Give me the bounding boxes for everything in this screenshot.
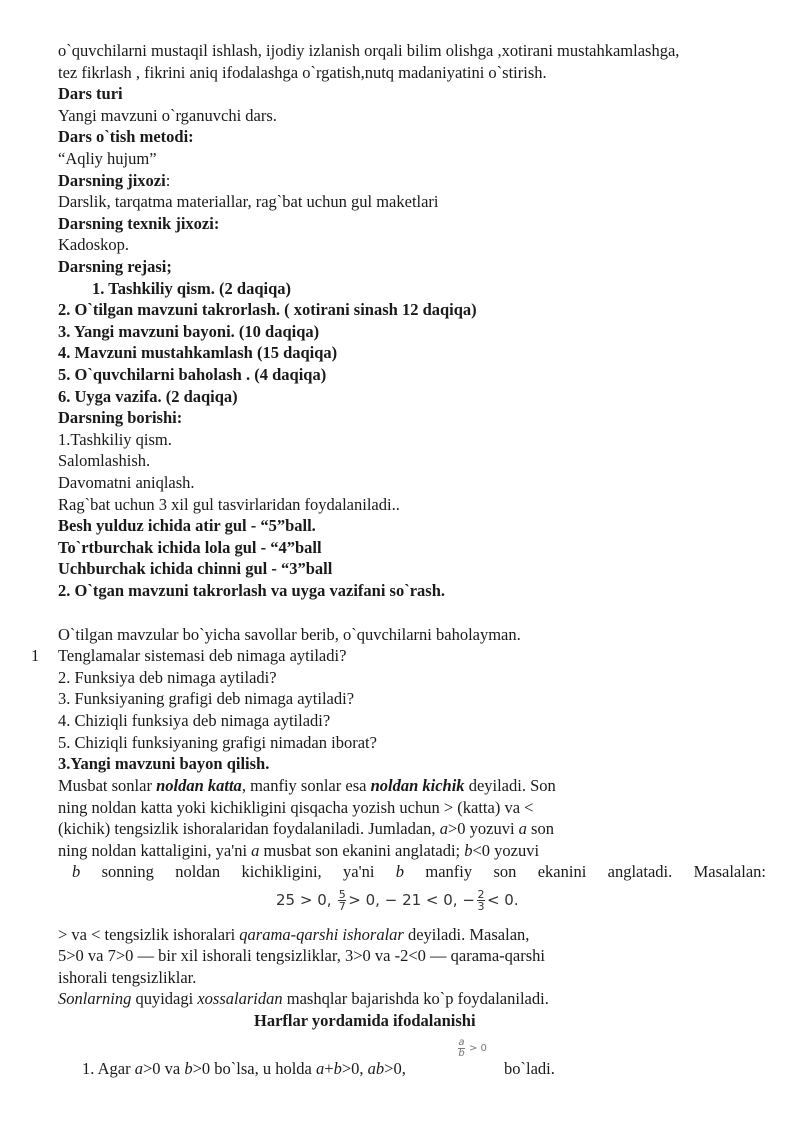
para-line-4 <box>58 840 539 862</box>
minus-sign: − <box>462 891 475 909</box>
para-line-5-justified <box>72 861 766 883</box>
fraction-numerator: 5 <box>338 888 346 901</box>
plan-heading: Darsning rejasi; <box>58 257 172 276</box>
procedure-line-2: Salomlashish. <box>58 451 151 470</box>
text-run: Musbat sonlar <box>58 776 157 795</box>
inequality-examples <box>276 885 519 915</box>
variable: b <box>184 1059 193 1078</box>
word: anglatadi. <box>607 862 673 881</box>
procedure-line-3: Davomatni aniqlash. <box>58 473 195 492</box>
text-run-emphasis: noldan katta <box>156 776 242 795</box>
reward-5: Besh yulduz ichida atir gul - “5”ball. <box>58 516 316 535</box>
variable: a <box>439 819 448 838</box>
text-run: musbat son ekanini anglatadi; <box>259 841 465 860</box>
text-run-emphasis: noldan kichik <box>370 776 465 795</box>
fraction-denominator: 3 <box>477 900 485 913</box>
text-run: <0 yozuvi <box>472 841 540 860</box>
letters-heading: Harflar yordamida ifodalanishi <box>254 1011 476 1030</box>
fraction-group <box>458 1038 487 1059</box>
word: Masalalan: <box>693 862 766 881</box>
lesson-type-text: Yangi mavzuni o`rganuvchi dars. <box>58 106 277 125</box>
fraction-numerator: 2 <box>477 888 485 901</box>
text-run: >0 va <box>142 1059 185 1078</box>
fraction-a-over-b <box>458 1034 487 1059</box>
variable: a <box>316 1059 325 1078</box>
text-run: >0, <box>384 1059 406 1078</box>
math-expression: 25 > 0, <box>276 891 332 909</box>
question-1: Tenglamalar sistemasi deb nimaga aytiladi? <box>58 646 347 665</box>
word: ya'ni <box>343 862 375 881</box>
variable: a <box>251 841 260 860</box>
text-run-italic: Sonlarning <box>58 989 132 1008</box>
text-run-italic: xossalaridan <box>197 989 283 1008</box>
property-1-ending: bo`ladi. <box>504 1059 555 1078</box>
text-run-italic: qarama-qarshi ishoralar <box>239 925 404 944</box>
variable: b <box>464 841 473 860</box>
question-2: 2. Funksiya deb nimaga aytiladi? <box>58 668 277 687</box>
math-expression: > 0, <box>348 891 380 909</box>
word: sonning <box>101 862 154 881</box>
variable: a <box>518 819 527 838</box>
word: ekanini <box>537 862 587 881</box>
equipment-colon: : <box>165 171 171 190</box>
text-run: + <box>324 1059 334 1078</box>
plan-item-4: 4. Mavzuni mustahkamlash (15 daqiqa) <box>58 343 338 362</box>
text-run: >0, <box>341 1059 368 1078</box>
question-5: 5. Chiziqli funksiyaning grafigi nimadan iborat? <box>58 733 377 752</box>
text-run: >0 yozuvi <box>447 819 519 838</box>
word: noldan <box>175 862 221 881</box>
text-run: deyiladi. Son <box>464 776 556 795</box>
text-run: quyidagi <box>131 989 198 1008</box>
para-line-3 <box>58 818 554 840</box>
section-2-heading: 2. O`tgan mavzuni takrorlash va uyga vazifani so`rash. <box>58 581 446 600</box>
equipment-text: Darslik, tarqatma materiallar, rag`bat uchun gul maketlari <box>58 192 439 211</box>
text-run: , manfiy sonlar esa <box>241 776 371 795</box>
objective-line-1: o`quvchilarni mustaqil ishlash, ijodiy izlanish orqali bilim olishga ,xotirani mustahkamlashga, <box>58 41 680 60</box>
text-run: > va < tengsizlik ishoralari <box>58 925 240 944</box>
method-text: “Aqliy hujum” <box>58 149 157 168</box>
fraction <box>458 1038 465 1059</box>
procedure-line-4: Rag`bat uchun 3 xil gul tasvirlaridan foydalaniladi.. <box>58 495 400 514</box>
variable: b <box>72 862 81 881</box>
fraction <box>338 889 346 912</box>
lesson-type-heading: Dars turi <box>58 84 123 103</box>
reward-4: To`rtburchak ichida lola gul - “4”ball <box>58 538 322 557</box>
tech-equipment-heading: Darsning texnik jixozi: <box>58 214 220 233</box>
section-3-heading: 3.Yangi mavzuni bayon qilish. <box>58 754 270 773</box>
questions-intro: O`tilgan mavzular bo`yicha savollar berib, o`quvchilarni baholayman. <box>58 625 521 644</box>
text-run: >0 bo`lsa, u holda <box>192 1059 317 1078</box>
math-expression: > 0 <box>469 1042 487 1054</box>
variable: b <box>333 1059 342 1078</box>
word: son <box>493 862 517 881</box>
objective-line-2: tez fikrlash , fikrini aniq ifodalashga o`rgatish,nutq madaniyatini o`stirish. <box>58 63 547 82</box>
reward-3: Uchburchak ichida chinni gul - “3”ball <box>58 559 333 578</box>
text-run: (kichik) tengsizlik ishoralaridan foydalaniladi. Jumladan, <box>58 819 440 838</box>
plan-item-6: 6. Uyga vazifa. (2 daqiqa) <box>58 387 238 406</box>
tech-equipment-text: Kadoskop. <box>58 235 130 254</box>
para-line-2: ning noldan katta yoki kichikligini qisqacha yozish uchun > (katta) va < <box>58 798 534 817</box>
opposite-line-1 <box>58 924 529 946</box>
text-run: son <box>526 819 554 838</box>
variable: a <box>134 1059 143 1078</box>
text-run: mashqlar bajarishda ko`p foydalaniladi. <box>282 989 549 1008</box>
opposite-line-3: ishorali tengsizliklar. <box>58 968 197 987</box>
text-run: ning noldan kattaligini, ya'ni <box>58 841 252 860</box>
variable: ab <box>367 1059 385 1078</box>
fraction-denominator: 7 <box>338 900 346 913</box>
text-run: deyiladi. Masalan, <box>403 925 530 944</box>
variable: b <box>395 862 405 881</box>
method-heading: Dars o`tish metodi: <box>58 127 194 146</box>
plan-item-2: 2. O`tilgan mavzuni takrorlash. ( xotirani sinash 12 daqiqa) <box>58 300 477 319</box>
plan-item-3: 3. Yangi mavzuni bayoni. (10 daqiqa) <box>58 322 320 341</box>
math-expression: − 21 < 0, <box>384 891 458 909</box>
question-1-number: 1 <box>31 646 40 665</box>
fraction-denominator: b <box>458 1048 465 1059</box>
para-line-1 <box>58 775 556 797</box>
property-1 <box>82 1058 406 1080</box>
word: kichikligini, <box>241 862 322 881</box>
question-3: 3. Funksiyaning grafigi deb nimaga aytiladi? <box>58 689 355 708</box>
procedure-heading: Darsning borishi: <box>58 408 183 427</box>
fraction-numerator: a <box>458 1037 465 1048</box>
equipment-heading-line <box>58 170 170 192</box>
procedure-line-1: 1.Tashkiliy qism. <box>58 430 172 449</box>
word: manfiy <box>425 862 473 881</box>
fraction <box>477 889 485 912</box>
properties-line <box>58 988 549 1010</box>
math-expression: < 0. <box>486 891 519 909</box>
plan-item-1: 1. Tashkiliy qism. (2 daqiqa) <box>92 279 291 298</box>
opposite-line-2: 5>0 va 7>0 — bir xil ishorali tengsizliklar, 3>0 va -2<0 — qarama-qarshi <box>58 946 545 965</box>
plan-item-5: 5. O`quvchilarni baholash . (4 daqiqa) <box>58 365 327 384</box>
question-4: 4. Chiziqli funksiya deb nimaga aytiladi? <box>58 711 331 730</box>
text-run: 1. Agar <box>82 1059 135 1078</box>
equipment-heading: Darsning jixozi <box>58 171 166 190</box>
